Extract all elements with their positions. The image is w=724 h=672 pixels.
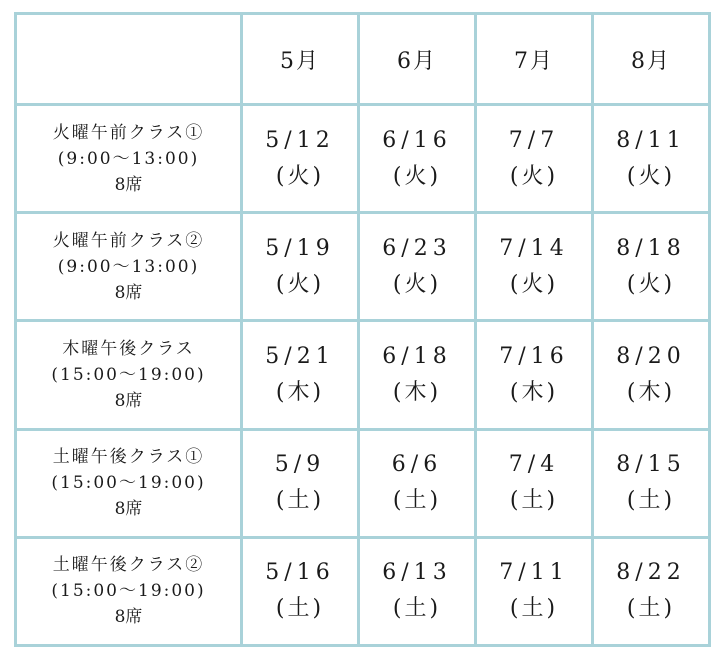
day-of-week: (火) bbox=[392, 163, 442, 189]
date-cell bbox=[242, 429, 359, 537]
date-cell bbox=[242, 321, 359, 429]
date-value: 7/4 bbox=[508, 452, 560, 478]
date-cell bbox=[476, 429, 593, 537]
date-cell bbox=[593, 321, 710, 429]
class-cell bbox=[16, 213, 242, 321]
class-time: (15:00～19:00) bbox=[51, 473, 206, 494]
day-of-week: (火) bbox=[275, 271, 325, 297]
class-time: (9:00～13:00) bbox=[57, 148, 200, 169]
class-time: (15:00～19:00) bbox=[51, 581, 206, 602]
class-seats: 8席 bbox=[114, 390, 143, 411]
class-cell bbox=[16, 429, 242, 537]
date-cell bbox=[242, 213, 359, 321]
date-value: 5/12 bbox=[265, 127, 335, 153]
date-cell bbox=[476, 321, 593, 429]
day-of-week: (土) bbox=[275, 596, 325, 622]
date-cell bbox=[359, 213, 476, 321]
date-cell bbox=[476, 537, 593, 645]
day-of-week: (土) bbox=[509, 488, 559, 514]
day-of-week: (木) bbox=[626, 379, 676, 405]
table-row bbox=[16, 213, 710, 321]
date-value: 8/18 bbox=[616, 235, 686, 261]
date-cell bbox=[242, 105, 359, 213]
date-value: 8/22 bbox=[616, 560, 686, 586]
date-cell bbox=[359, 537, 476, 645]
date-value: 8/20 bbox=[616, 343, 686, 369]
day-of-week: (火) bbox=[626, 271, 676, 297]
table-row bbox=[16, 321, 710, 429]
date-cell bbox=[242, 537, 359, 645]
class-name: 土曜午後クラス② bbox=[52, 555, 205, 576]
date-value: 6/23 bbox=[382, 235, 452, 261]
date-value: 5/19 bbox=[265, 235, 335, 261]
date-value: 5/21 bbox=[265, 343, 335, 369]
class-name: 木曜午後クラス bbox=[62, 338, 195, 359]
class-cell bbox=[16, 321, 242, 429]
class-seats: 8席 bbox=[114, 174, 143, 195]
date-value: 7/16 bbox=[499, 343, 569, 369]
class-name: 火曜午前クラス① bbox=[52, 122, 205, 143]
class-name: 土曜午後クラス① bbox=[52, 447, 205, 468]
date-value: 5/16 bbox=[265, 560, 335, 586]
day-of-week: (火) bbox=[509, 163, 559, 189]
day-of-week: (土) bbox=[509, 596, 559, 622]
date-value: 6/16 bbox=[382, 127, 452, 153]
day-of-week: (木) bbox=[509, 379, 559, 405]
corner-cell bbox=[16, 14, 242, 105]
date-value: 7/14 bbox=[499, 235, 569, 261]
class-seats: 8席 bbox=[114, 607, 143, 628]
day-of-week: (土) bbox=[626, 596, 676, 622]
date-value: 7/7 bbox=[508, 127, 560, 153]
day-of-week: (木) bbox=[275, 379, 325, 405]
date-cell bbox=[476, 105, 593, 213]
class-seats: 8席 bbox=[114, 499, 143, 520]
day-of-week: (土) bbox=[626, 488, 676, 514]
date-cell bbox=[359, 429, 476, 537]
day-of-week: (土) bbox=[275, 488, 325, 514]
day-of-week: (火) bbox=[509, 271, 559, 297]
class-time: (9:00～13:00) bbox=[57, 256, 200, 277]
date-cell bbox=[359, 321, 476, 429]
class-cell bbox=[16, 537, 242, 645]
day-of-week: (火) bbox=[392, 271, 442, 297]
date-cell bbox=[359, 105, 476, 213]
date-cell bbox=[476, 213, 593, 321]
date-cell bbox=[593, 213, 710, 321]
class-time: (15:00～19:00) bbox=[51, 364, 206, 385]
date-cell bbox=[593, 429, 710, 537]
month-header-may: 5月 bbox=[242, 14, 359, 105]
month-header-august: 8月 bbox=[593, 14, 710, 105]
day-of-week: (土) bbox=[392, 596, 442, 622]
date-value: 7/11 bbox=[499, 560, 569, 586]
table-row bbox=[16, 105, 710, 213]
date-value: 5/9 bbox=[274, 452, 326, 478]
table-row bbox=[16, 537, 710, 645]
date-value: 8/15 bbox=[616, 452, 686, 478]
date-cell bbox=[593, 537, 710, 645]
class-name: 火曜午前クラス② bbox=[52, 230, 205, 251]
day-of-week: (火) bbox=[626, 163, 676, 189]
header-row bbox=[16, 14, 710, 105]
date-value: 6/6 bbox=[391, 452, 443, 478]
date-value: 8/11 bbox=[616, 127, 686, 153]
day-of-week: (土) bbox=[392, 488, 442, 514]
day-of-week: (木) bbox=[392, 379, 442, 405]
class-seats: 8席 bbox=[114, 282, 143, 303]
date-value: 6/13 bbox=[382, 560, 452, 586]
date-cell bbox=[593, 105, 710, 213]
class-cell bbox=[16, 105, 242, 213]
day-of-week: (火) bbox=[275, 163, 325, 189]
table-row bbox=[16, 429, 710, 537]
schedule-table bbox=[14, 12, 711, 647]
month-header-july: 7月 bbox=[476, 14, 593, 105]
date-value: 6/18 bbox=[382, 343, 452, 369]
month-header-june: 6月 bbox=[359, 14, 476, 105]
